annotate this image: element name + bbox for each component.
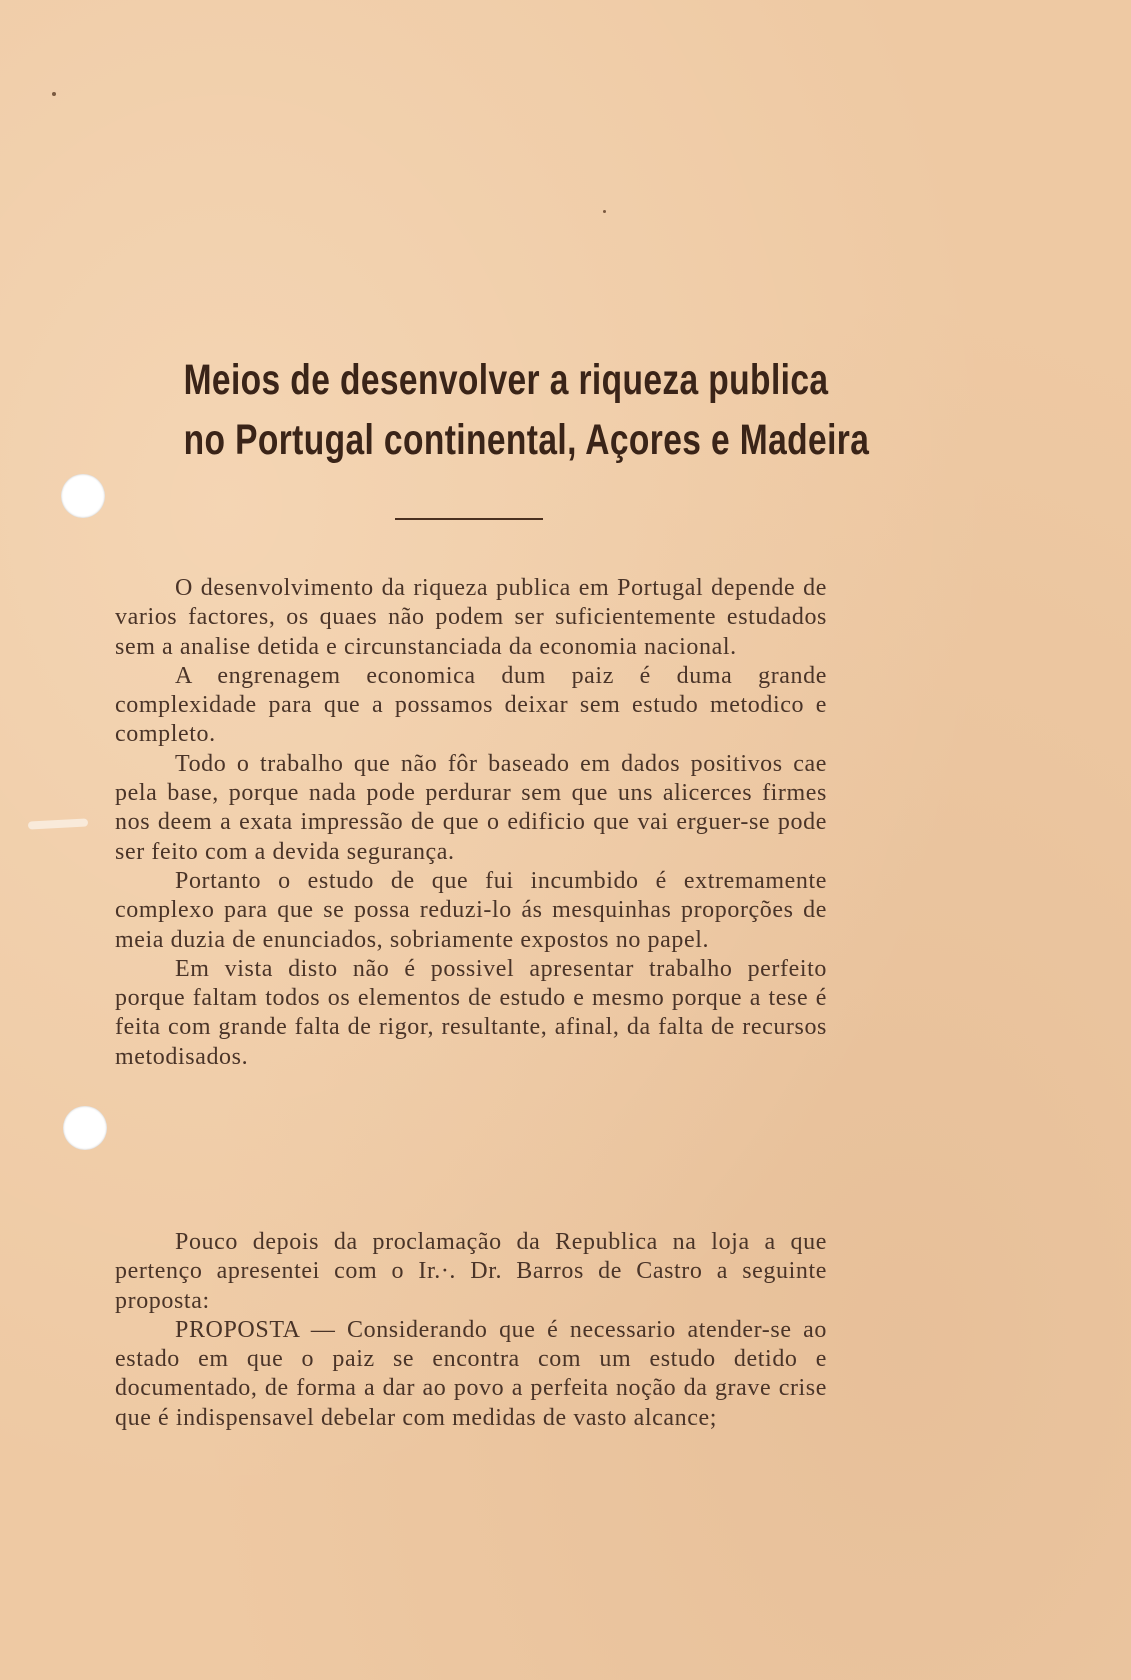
paper-speck bbox=[52, 92, 56, 96]
punch-hole-top bbox=[61, 474, 105, 518]
paragraph: PROPOSTA — Considerando que é necessario atender-se ao estado em que o paiz se encontra com um estudo detido e documentado, de forma a dar ao povo a perfeita noção da grave crise que é indispensavel debelar com medidas de vasto alcance; bbox=[115, 1316, 827, 1431]
punch-hole-bottom bbox=[63, 1106, 107, 1150]
paragraph: O desenvolvimento da riqueza publica em Portugal depende de varios factores, os quaes não podem ser suficientemente estudados sem a analise detida e circunstanciada da economia nacional. bbox=[115, 575, 827, 660]
paragraph: Pouco depois da proclamação da Republica na loja a que pertenço apresentei com o Ir.·. Dr. Barros de Castro a seguinte proposta: bbox=[115, 1229, 827, 1314]
paragraph: Portanto o estudo de que fui incumbido é extremamente complexo para que se possa reduzi-lo ás mesquinhas proporções de meia duzia de enunciados, sobriamente expostos no papel. bbox=[115, 867, 827, 953]
title-divider bbox=[395, 518, 543, 520]
paragraph: Todo o trabalho que não fôr baseado em dados positivos cae pela base, porque nada pode perdurar sem que uns alicerces firmes nos deem a exata impressão de que o edificio que vai erguer-se pode ser feito com a devida segurança. bbox=[115, 750, 827, 865]
body-section-1 bbox=[115, 574, 827, 1072]
title-line-1: Meios de desenvolver a riqueza publica bbox=[183, 356, 829, 404]
paper-crease bbox=[28, 818, 88, 829]
title-line-2: no Portugal continental, Açores e Madeira bbox=[183, 416, 870, 464]
body-section-2 bbox=[115, 1228, 827, 1433]
paper-speck bbox=[603, 210, 606, 213]
paragraph: Em vista disto não é possivel apresentar trabalho perfeito porque faltam todos os elementos de estudo e mesmo porque a tese é feita com grande falta de rigor, resultante, afinal, da falta de recursos metodisados. bbox=[115, 955, 827, 1070]
paragraph: A engrenagem economica dum paiz é duma grande complexidade para que a possamos deixar sem estudo metodico e completo. bbox=[115, 662, 827, 748]
